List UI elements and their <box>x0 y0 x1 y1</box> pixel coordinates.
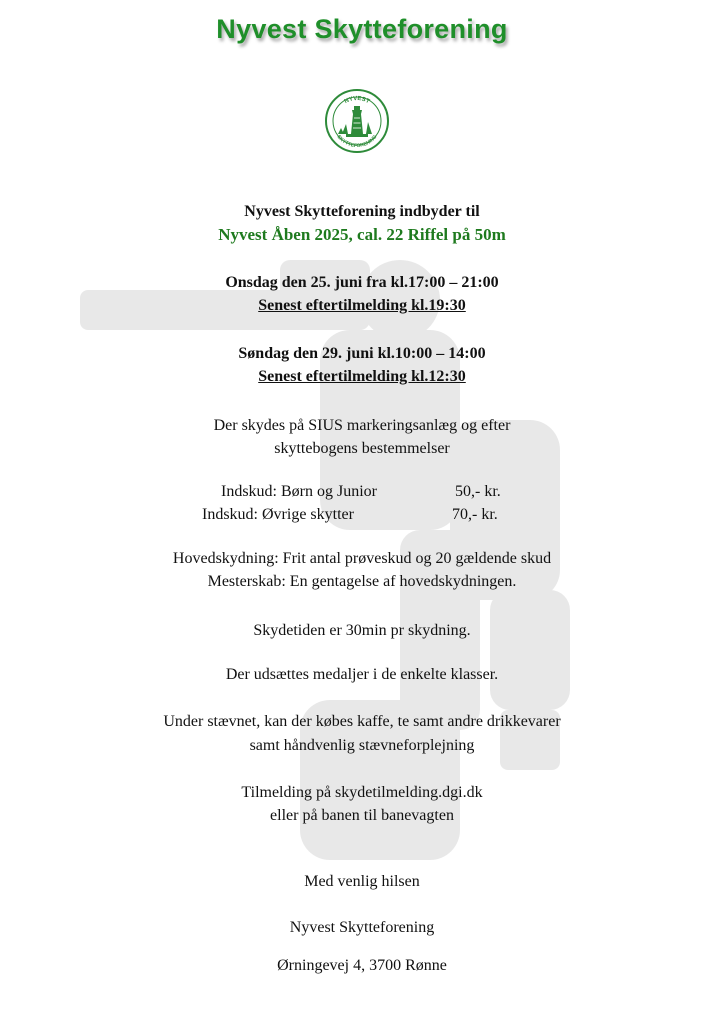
rules-line2: skyttebogens bestemmelser <box>274 440 450 457</box>
schedule-day2-deadline: Senest eftertilmelding kl.12:30 <box>258 368 466 385</box>
schedule-day1: Onsdag den 25. juni fra kl.17:00 – 21:00 <box>225 274 499 291</box>
invitation-intro: Nyvest Skytteforening indbyder til <box>244 203 480 220</box>
club-title: Nyvest Skytteforening <box>216 14 508 44</box>
closing-address: Ørningevej 4, 3700 Rønne <box>277 957 447 974</box>
logo-text-bottom: SKYTTEFORENING <box>335 134 379 150</box>
event-title: Nyvest Åben 2025, cal. 22 Riffel på 50m <box>218 225 506 244</box>
refreshments-line1: Under stævnet, kan der købes kaffe, te samt andre drikkevarer <box>163 713 561 730</box>
closing-club: Nyvest Skytteforening <box>289 919 435 936</box>
club-logo <box>324 88 390 154</box>
registration-line2: eller på banen til banevagten <box>270 807 454 824</box>
logo-text-top: NYVEST <box>343 95 371 106</box>
refreshments-line2: samt håndvenlig stævneforplejning <box>249 737 475 754</box>
schedule-day2: Søndag den 29. juni kl.10:00 – 14:00 <box>238 345 486 362</box>
medals-text: Der udsættes medaljer i de enkelte klasser. <box>225 666 499 683</box>
time-text: Skydetiden er 30min pr skydning. <box>253 622 471 639</box>
closing-greeting: Med venlig hilsen <box>304 873 420 890</box>
fee-label-others: Indskud: Øvrige skytter <box>202 506 354 523</box>
rules-line1: Der skydes på SIUS markeringsanlæg og efter <box>213 417 511 434</box>
format-championship: Mesterskab: En gentagelse af hovedskydningen. <box>207 573 517 590</box>
registration-line1: Tilmelding på skydetilmelding.dgi.dk <box>241 784 483 801</box>
format-main: Hovedskydning: Frit antal prøveskud og 20 gældende skud <box>172 550 552 567</box>
fee-price-junior: 50,- kr. <box>455 483 501 500</box>
fee-price-others: 70,- kr. <box>452 506 498 523</box>
schedule-day1-deadline: Senest eftertilmelding kl.19:30 <box>258 297 466 314</box>
fee-label-junior: Indskud: Børn og Junior <box>221 483 377 500</box>
